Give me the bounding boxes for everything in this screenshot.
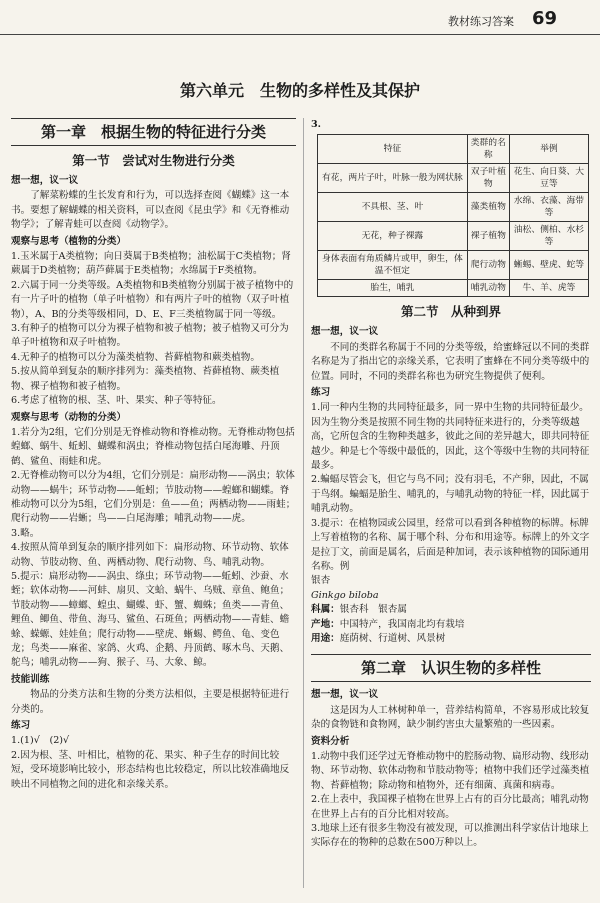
table-row	[318, 164, 589, 193]
unit-title: 第六单元 生物的多样性及其保护	[179, 81, 420, 100]
chapter-title: 第一章 根据生物的特征进行分类	[11, 118, 296, 146]
page-header	[0, 0, 600, 34]
table-cell: 油松、侧柏、水杉等	[509, 222, 588, 251]
think-label: 想一想，议一议	[11, 175, 79, 186]
table-cell: 花生、向日葵、大豆等	[509, 164, 588, 193]
page-number: 69	[532, 8, 558, 29]
skill-text: 物品的分类方法和生物的分类方法相似，主要是根据特征进行分类的。	[11, 689, 290, 715]
question-3-number: 3.	[311, 119, 322, 130]
data-item: 1.动物中我们还学过无脊椎动物中的腔肠动物、扁形动物、线形动物、环节动物、软体动物和节肢动物等；植物中我们还学过藻类植物、苔藓植物；除动物和植物外，还有细菌、真菌和病毒。	[311, 750, 590, 791]
obs2-item: 1.若分为2组，它们分别是无脊椎动物和脊椎动物。无脊椎动物包括蝗螂、蜗牛、蚯蚓、蝴蝶和涡虫；脊椎动物包括白尾海雕、丹顶鹤、鲨鱼、雨蛙和虎。	[11, 426, 295, 467]
obs1-item: 1.玉米属于A类植物；向日葵属于B类植物；油松属于C类植物；肾蕨属于D类植物；葫芦藓属于E类植物；水绵属于F类植物。	[11, 251, 291, 277]
table-cell: 不具根、茎、叶	[318, 193, 468, 222]
table-header: 类群的名称	[467, 135, 509, 164]
example-name: 银杏	[311, 575, 331, 587]
obs1-item: 2.六属于同一分类等级。A类植物和B类植物分别属于被子植物中的有一片子叶的植物（单子叶植物）和有两片子叶的植物（双子叶植物），A、B的分类等级相同，D、E、F三类植物属于同一等级。	[11, 279, 294, 320]
header-rule	[0, 34, 600, 35]
exercise-label: 练习	[311, 387, 331, 399]
think-text: 了解菜粉蝶的生长发育和行为，可以选择查阅《蝴蝶》这一本书。要想了解蝴蝶的相关资料，可以查阅《昆虫学》和《无脊椎动物学》；了解青蛙可以查阅《动物学》。	[11, 190, 290, 231]
table-cell: 双子叶植物	[467, 164, 509, 193]
exercise-item: 2.因为根、茎、叶相比，植物的花、果实、种子生存的时间比较短，受环境影响比较小，形态结构也比较稳定，所以比较准确地反映出不同植物之间的进化和亲缘关系。	[11, 749, 290, 790]
right-column	[311, 118, 591, 888]
table-header: 特征	[318, 135, 468, 164]
use-value: 庭荫树、行道树、风景树	[339, 632, 446, 644]
family-line	[311, 603, 591, 617]
obs2-item: 4.按照从简单到复杂的顺序排列如下：扁形动物、环节动物、软体动物、节肢动物、鱼、两栖动物、爬行动物、鸟、哺乳动物。	[11, 542, 289, 568]
exercise-item: 1.同一种内生物的共同特征最多，同一界中生物的共同特征最少。因为生物分类是按照不同生物的共同特征来进行的，分类等级越高，它所包含的生物种类越多，彼此之间的差异越大，即共同特征越少。种是七个等级中最低的，因此，这个等级中生物的共同特征最多。	[311, 402, 590, 472]
data-analysis-label: 资料分析	[311, 735, 350, 747]
data-item: 3.地球上还有很多生物没有被发现，可以推测出科学家估计地球上实际存在的物种的总数在500万种以上。	[311, 823, 589, 849]
table-cell: 牛、羊、虎等	[509, 280, 588, 297]
table-cell: 胎生，哺乳	[318, 280, 468, 297]
exercise-item: 2.蝙蝠尽管会飞，但它与鸟不同；没有羽毛，不产卵，因此，不属于鸟纲。蝙蝠是胎生、哺乳的，与哺乳动物的特征一样，因此属于哺乳动物。	[311, 474, 590, 515]
chapter-2-title: 第二章 认识生物的多样性	[311, 654, 591, 682]
table-cell: 爬行动物	[467, 251, 509, 280]
family-value: 银杏科 银杏属	[339, 604, 407, 616]
skill-label: 技能训练	[11, 673, 50, 685]
use-line	[311, 632, 591, 646]
left-column	[11, 118, 296, 888]
use-label: 用途：	[311, 632, 340, 644]
feature-table	[317, 134, 589, 297]
obs2-item: 2.无脊椎动物可以分为4组，它们分别是：扁形动物——涡虫；软体动物——蜗牛；环节动物——蚯蚓；节肢动物——蝗螂和蝴蝶。脊椎动物可以分为5组，它们分别是：鱼——鱼；两栖动物——雨蛙；爬行动物——岩蜥；鸟——白尾海雕；哺乳动物——虎。	[11, 470, 296, 525]
think2-label: 想一想，议一议	[311, 689, 379, 701]
table-cell: 无花，种子裸露	[318, 222, 468, 251]
table-cell: 有花，两片子叶，叶脉一般为网状脉	[318, 164, 468, 193]
table-row	[318, 280, 589, 297]
table-cell: 哺乳动物	[467, 280, 509, 297]
obs2-label: 观察与思考（动物的分类）	[11, 411, 127, 423]
column-divider	[303, 118, 304, 888]
origin-label: 产地：	[311, 618, 340, 630]
latin-name: Ginkgo biloba	[311, 589, 379, 601]
exercise-item: 3.提示：在植物园或公园里，经常可以看到各种植物的标牌。标牌上写着植物的名称、属于哪个科、分布和用途等。标牌上的外文字是拉丁文，前面是属名，后面是种加词，表示该种植物的国际通用名称。例	[311, 517, 590, 572]
think2-text: 这是因为人工林树种单一，营养结构简单，不容易形成比较复杂的食物链和食物网，缺少制约害虫大量繁殖的一些因素。	[311, 704, 590, 731]
table-cell: 水绵、衣藻、海带等	[509, 193, 588, 222]
table-cell: 身体表面有角质鳞片或甲，卵生，体温不恒定	[318, 251, 468, 280]
header-title: 教材练习答案	[448, 15, 514, 28]
table-header: 举例	[509, 135, 588, 164]
obs1-item: 5.按从简单到复杂的顺序排列为：藻类植物、苔藓植物、蕨类植物、裸子植物和被子植物。	[11, 366, 280, 392]
table-row	[318, 251, 589, 280]
data-item: 2.在上表中，我国裸子植物在世界上占有的百分比最高；哺乳动物在世界上占有的百分比相对较高。	[311, 794, 589, 820]
obs2-item: 3.略。	[11, 527, 40, 539]
think-text: 不同的类群名称属于不同的分类等级，给蜜蜂冠以不同的类群名称是为了指出它的亲缘关系，它表明了蜜蜂在不同分类等级中的位置。同时，不同的类群名称也为研究生物提供了便利。	[311, 341, 590, 382]
obs2-item: 5.提示：扁形动物——涡虫、绦虫；环节动物——蚯蚓、沙蚕、水蛭；软体动物——河蚌、扇贝、文蛤、蜗牛、乌贼、章鱼、鲍鱼；节肢动物——蟑螂、蝗虫、蝴蝶、虾、蟹、蜘蛛；鱼类——青鱼、鲤鱼、鲫鱼、带鱼、海马、鲨鱼、石斑鱼；两栖动物——青蛙、蟾蜍、蝾螈、娃娃鱼；爬行动物——壁虎、蜥蜴、鳄鱼、龟、变色龙；鸟类——麻雀、家鸽、火鸡、企鹅、丹顶鹤、啄木鸟、天鹅、鸵鸟；哺乳动物——狗、猴子、马、大象、鲸。	[11, 570, 290, 669]
table-cell: 裸子植物	[467, 222, 509, 251]
table-cell: 蜥蜴、壁虎、蛇等	[509, 251, 588, 280]
table-row	[318, 222, 589, 251]
obs1-item: 6.考虑了植物的根、茎、叶、果实、种子等特征。	[11, 395, 222, 407]
section-title: 第一节 尝试对生物进行分类	[72, 153, 235, 168]
think-label: 想一想，议一议	[311, 326, 379, 338]
origin-line	[311, 618, 591, 632]
origin-value: 中国特产，我国南北均有栽培	[339, 618, 465, 630]
exercise-label: 练习	[11, 720, 31, 732]
obs1-label: 观察与思考（植物的分类）	[11, 235, 127, 247]
table-row	[318, 193, 589, 222]
family-label: 科属：	[311, 604, 340, 616]
section-2-title: 第二节 从种到界	[400, 304, 501, 320]
exercise-item: 1.(1)√ (2)√	[11, 735, 70, 747]
table-cell: 藻类植物	[467, 193, 509, 222]
obs1-item: 3.有种子的植物可以分为裸子植物和被子植物；被子植物又可分为单子叶植物和双子叶植物。	[11, 323, 289, 349]
obs1-item: 4.无种子的植物可以分为藻类植物、苔藓植物和蕨类植物。	[11, 351, 260, 363]
